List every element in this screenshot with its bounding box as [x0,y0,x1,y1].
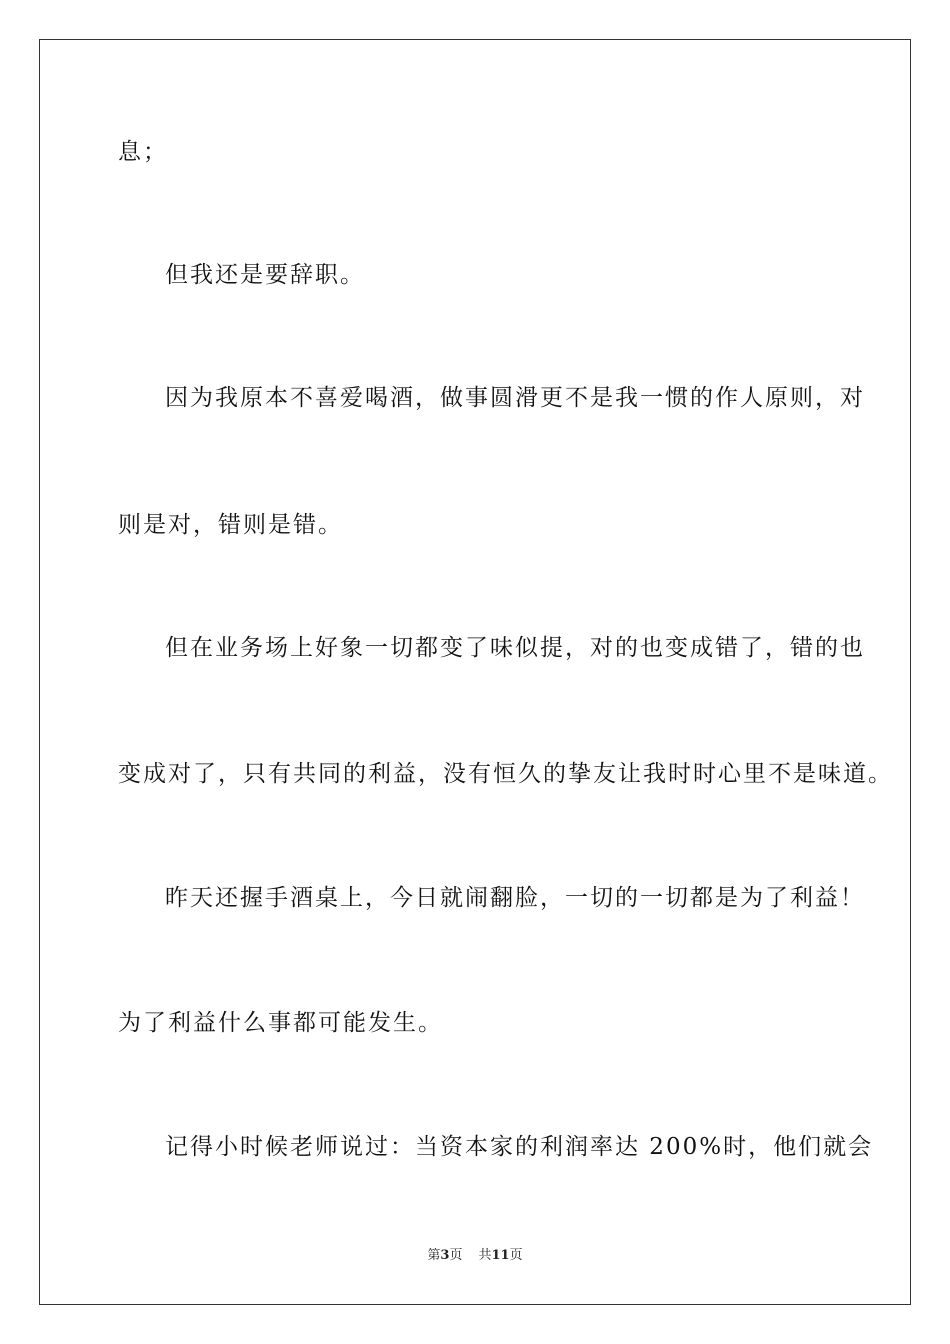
page-border [39,39,911,1305]
text-line: 则是对，错则是错。 [118,512,343,538]
text-line: 变成对了，只有共同的利益，没有恒久的挚友让我时时心里不是味道。 [118,761,893,787]
current-page-number: 3 [440,1248,450,1263]
page-footer [0,1247,950,1265]
total-label-prefix: 共 [478,1248,492,1263]
total-page-count: 11 [491,1248,510,1263]
text-line: 但我还是要辞职。 [165,262,365,288]
text-line: 因为我原本不喜爱喝酒，做事圆滑更不是我一惯的作人原则，对 [165,385,865,411]
text-line: 息； [118,139,168,165]
text-line: 昨天还握手酒桌上，今日就闹翻脸，一切的一切都是为了利益！ [165,885,865,911]
text-line: 但在业务场上好象一切都变了味似提，对的也变成错了，错的也 [165,635,865,661]
text-line: 为了利益什么事都可能发生。 [118,1010,443,1036]
page-label-suffix: 页 [449,1248,463,1263]
total-label-suffix: 页 [509,1248,523,1263]
text-line: 记得小时候老师说过：当资本家的利润率达 200%时，他们就会 [165,1134,874,1160]
page-label-prefix: 第 [427,1248,441,1263]
